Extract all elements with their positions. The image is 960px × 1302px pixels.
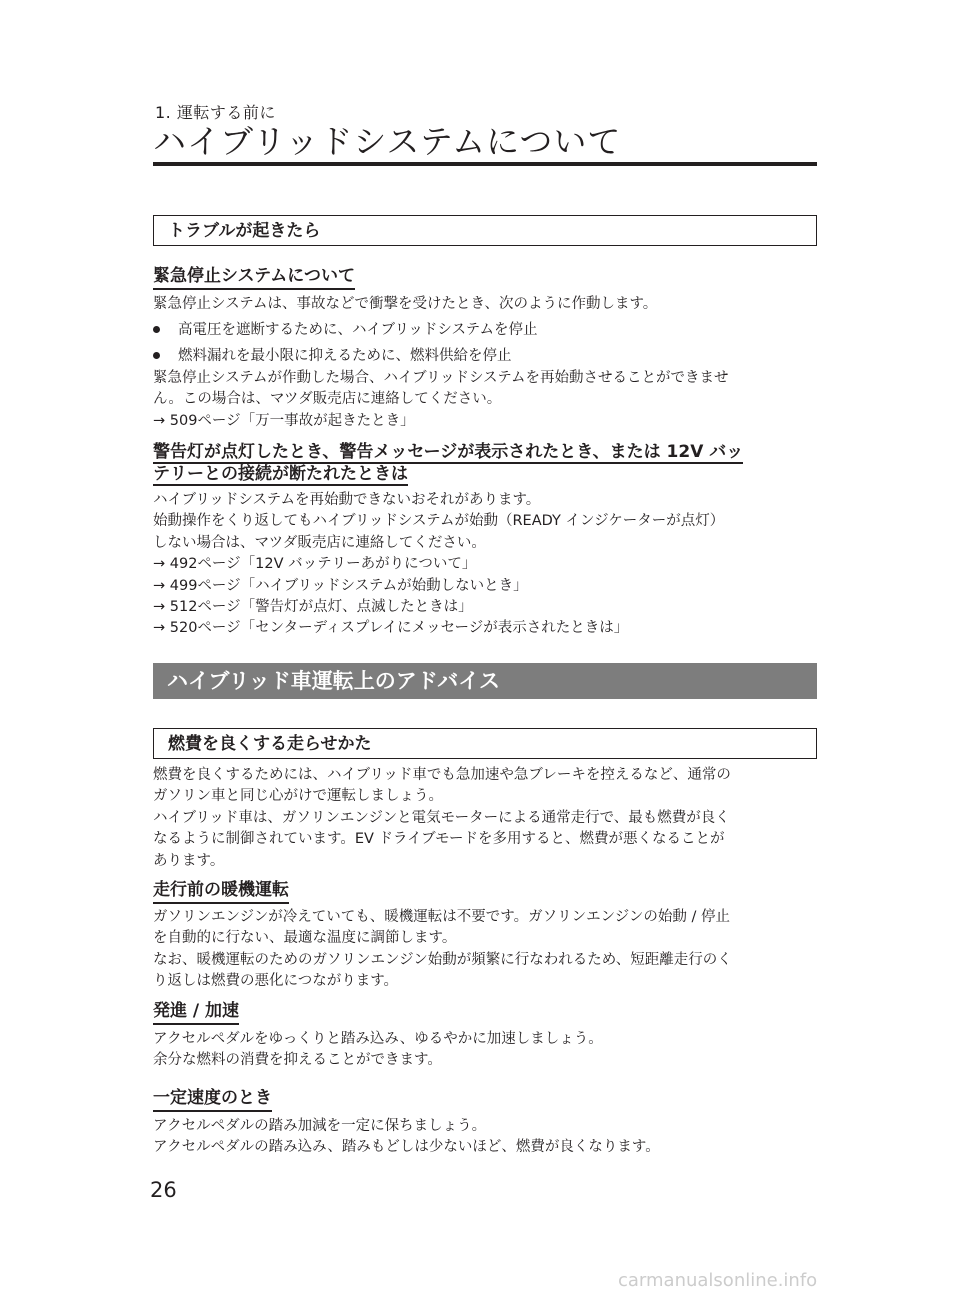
emergency-body: 緊急停止システムが作動した場合、ハイブリッドシステムを再始動させることができませ ん。この場合は、マツダ販売店に連絡してください。 → 509ページ「万一事故が起きたとき」 (153, 370, 729, 429)
fuel-economy-intro: 燃費を良くするためには、ハイブリッド車でも急加速や急ブレーキを控えるなど、通常の ガソリン車と同じ心がけで運転しましょう。 ハイブリッド車は、ガソリンエンジンと電気モーターによる通常走行で、最も燃費が良く なるように制御されています。EV ドライブモードを多用すると、燃費が悪くなることが あります。 (153, 767, 731, 869)
section-banner-advice: ハイブリッド車運転上のアドバイス (153, 663, 817, 699)
title-divider (153, 162, 817, 166)
list-item (153, 346, 512, 367)
chapter-label: 1. 運転する前に (155, 103, 276, 122)
list-item (153, 320, 537, 341)
section-box-trouble: トラブルが起きたら (153, 215, 817, 246)
bullet-icon (153, 326, 160, 333)
start-body: アクセルペダルをゆっくりと踏み込み、ゆるやかに加速しましょう。 余分な燃料の消費を抑えることができます。 (153, 1031, 603, 1069)
warning-heading-line1: 警告灯が点灯したとき、警告メッセージが表示されたとき、または 12V バッ (153, 442, 744, 462)
bullet-text: 燃料漏れを最小限に抑えるために、燃料供給を停止 (178, 348, 512, 364)
cruise-heading: 一定速度のとき (153, 1087, 272, 1112)
watermark: carmanualsonline.info (618, 1270, 818, 1291)
start-heading: 発進 / 加速 (153, 1000, 239, 1025)
bullet-text: 高電圧を遮断するために、ハイブリッドシステムを停止 (178, 322, 538, 338)
page-title: ハイブリッドシステムについて (153, 122, 622, 161)
warmup-body: ガソリンエンジンが冷えていても、暖機運転は不要です。ガソリンエンジンの始動 / 停止 を自動的に行ない、最適な温度に調節します。 なお、暖機運転のためのガソリンエンジン始動が頻繁に行なわれるため、短距離走行のく り返しは燃費の悪化につながります。 (153, 909, 732, 990)
bullet-icon (153, 352, 160, 359)
page-number: 26 (150, 1178, 177, 1202)
emergency-intro: 緊急停止システムは、事故などで衝撃を受けたとき、次のように作動します。 (153, 296, 658, 312)
warning-body: ハイブリッドシステムを再始動できないおそれがあります。 始動操作をくり返してもハイブリッドシステムが始動（READY インジケーターが点灯） しない場合は、マツダ販売店に連絡してください。 → 492ページ「12V バッテリーあがりについて」 → 499ページ「ハイブリッドシステムが始動しないとき」 → 512ページ「警告灯が点灯、点滅したときは」 → 520ページ「センターディスプレイにメッセージが表示されたときは」 (153, 492, 725, 637)
cruise-body: アクセルペダルの踏み加減を一定に保ちましょう。 アクセルペダルの踏み込み、踏みもどしは少ないほど、燃費が良くなります。 (153, 1118, 660, 1156)
warmup-heading: 走行前の暖機運転 (153, 879, 289, 904)
emergency-heading: 緊急停止システムについて (153, 265, 355, 290)
warning-heading (153, 441, 817, 486)
warning-heading-line2: テリーとの接続が断たれたときは (153, 464, 408, 484)
section-box-fuel-economy: 燃費を良くする走らせかた (153, 728, 817, 759)
